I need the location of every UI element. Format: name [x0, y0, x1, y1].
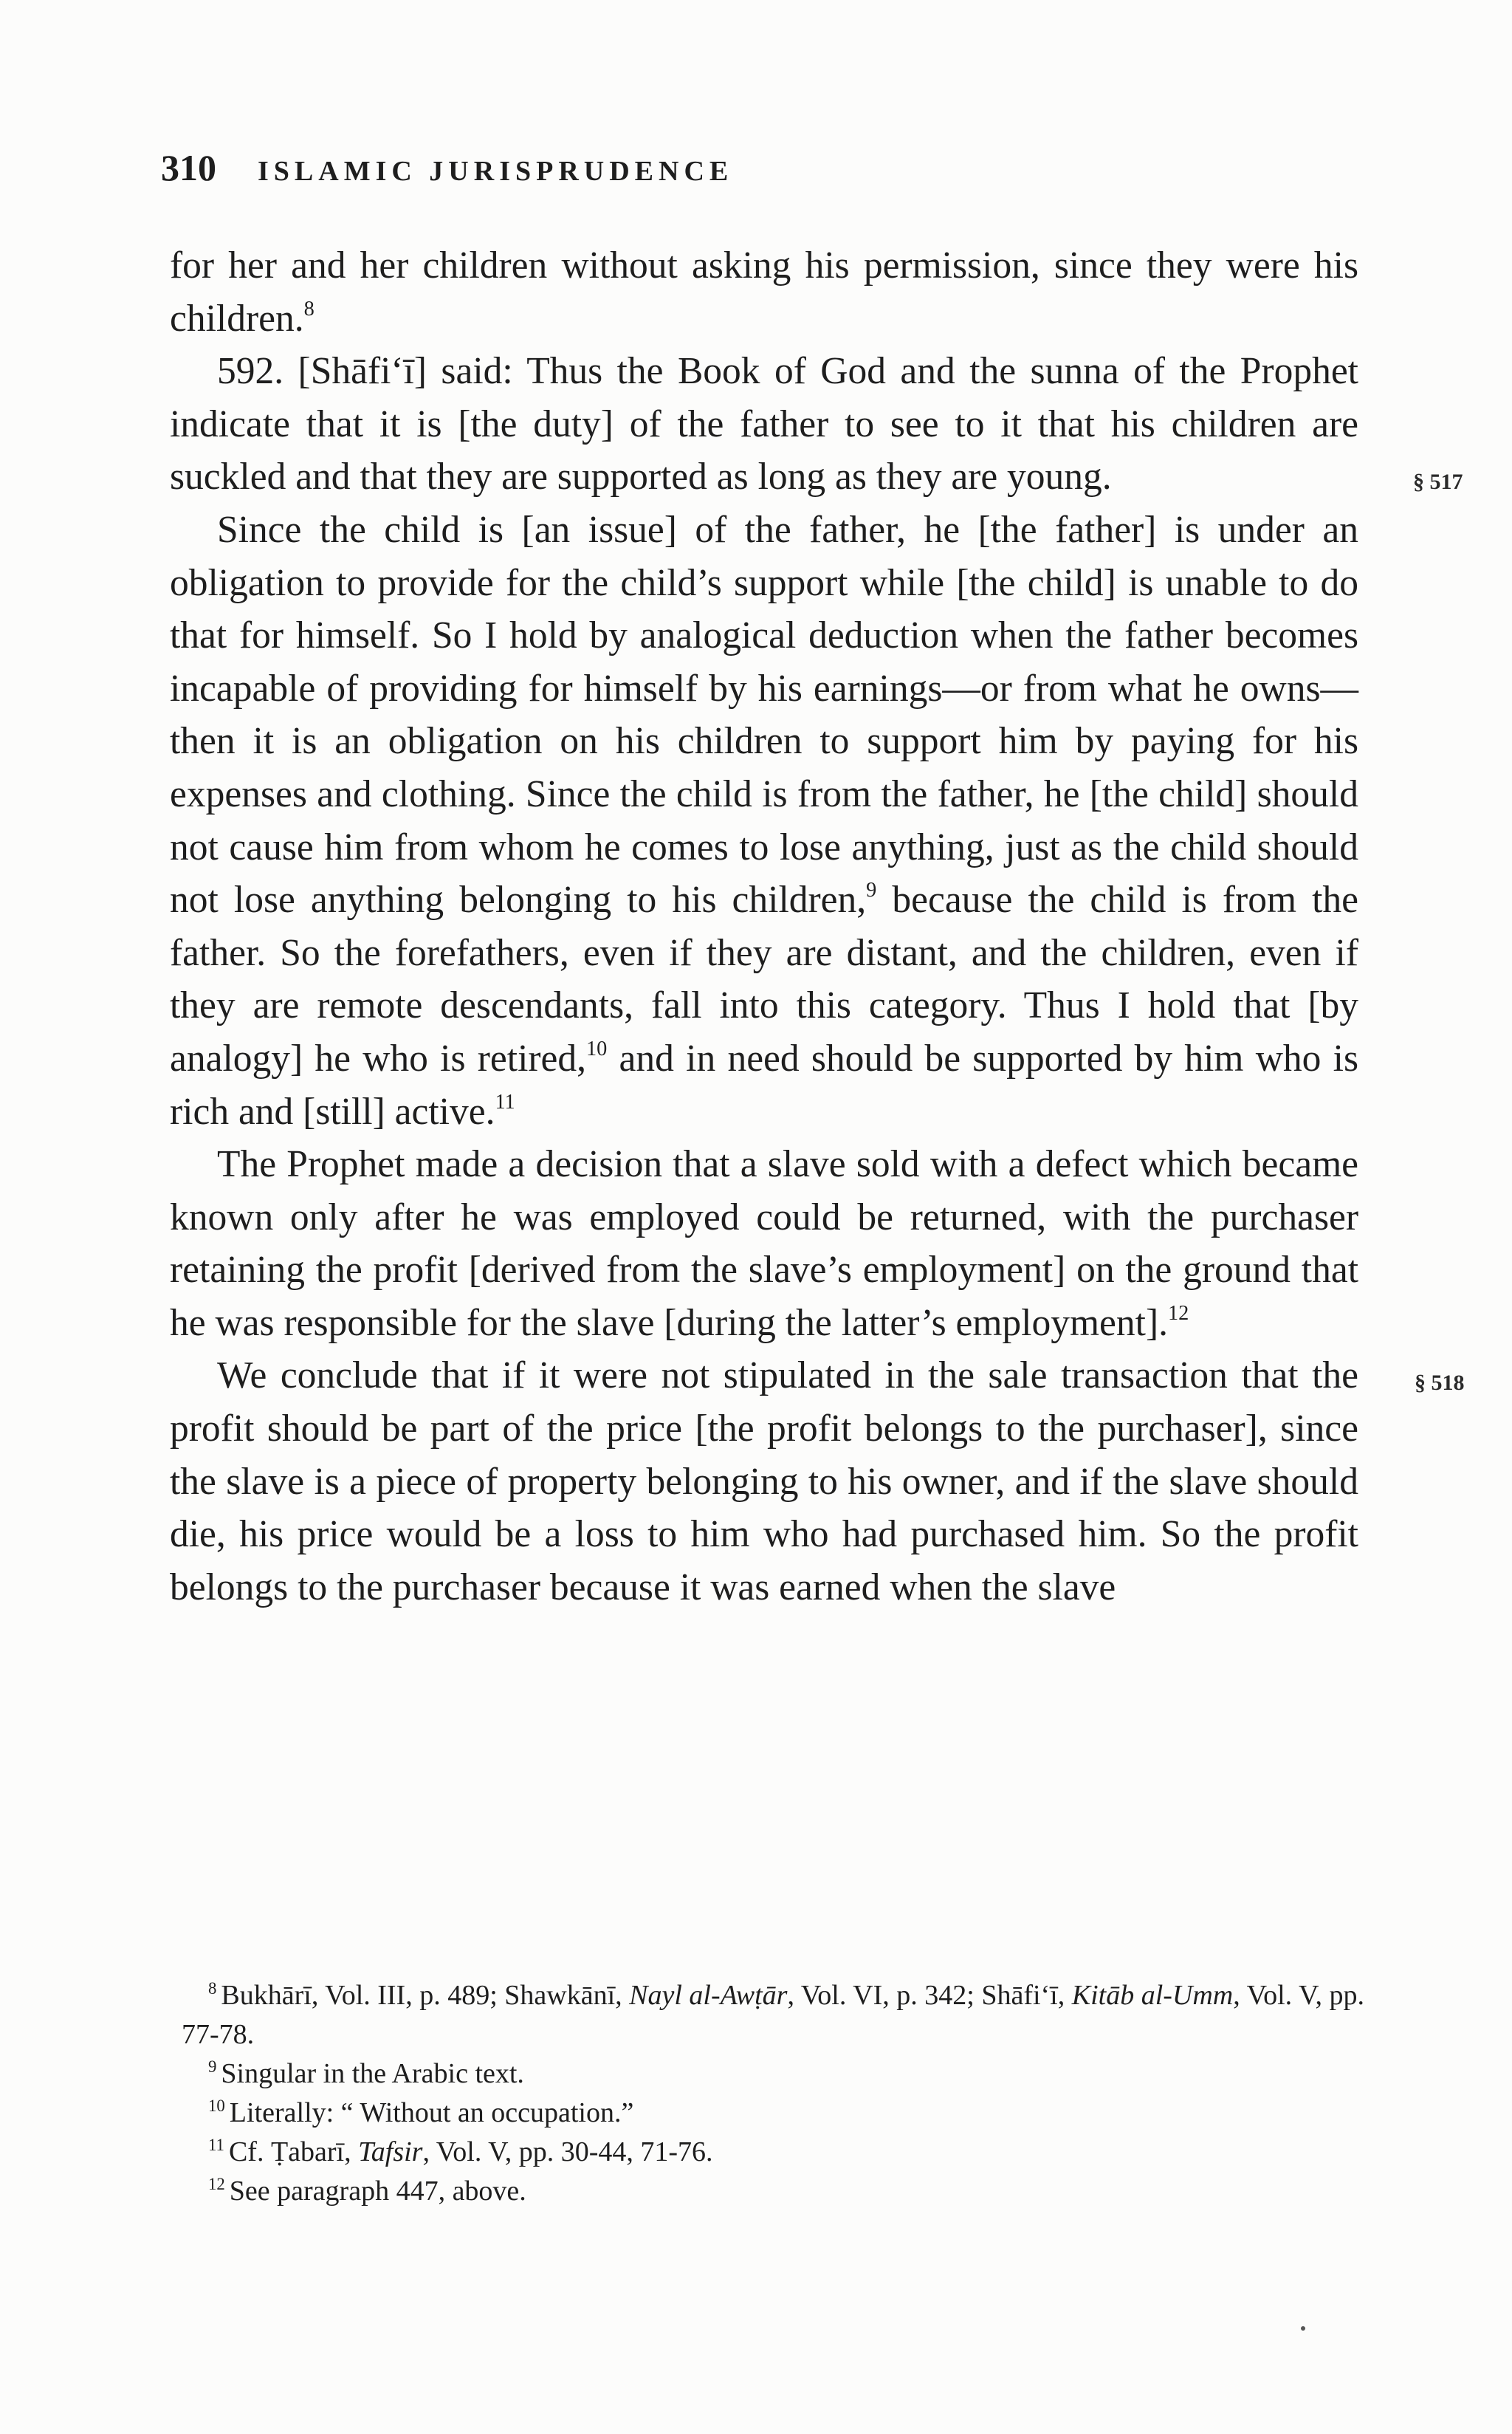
- footnote-reference: 9: [866, 878, 877, 902]
- italic-title: Nayl al-Awṭār: [629, 1980, 788, 2011]
- text-run: See paragraph 447, above.: [229, 2176, 526, 2207]
- italic-title: Kitāb al-Umm: [1071, 1980, 1234, 2011]
- text-run: for her and her children without asking his permission, since they were his children.: [170, 244, 1358, 340]
- text-run: Singular in the Arabic text.: [221, 2058, 524, 2089]
- running-title: ISLAMIC JURISPRUDENCE: [258, 156, 734, 187]
- footnote-reference: 8: [303, 297, 315, 320]
- page-header: [161, 146, 733, 189]
- margin-section-note: § 517: [1413, 470, 1463, 494]
- page-number: 310: [161, 147, 216, 188]
- paragraph: [170, 504, 1358, 1138]
- footnote-mark: 10: [208, 2097, 225, 2116]
- italic-title: Tafsir: [358, 2136, 423, 2167]
- footnote-reference: 11: [495, 1090, 515, 1114]
- footnote: [182, 2094, 1392, 2133]
- footnote: [182, 2172, 1392, 2211]
- text-run: , Vol. V, pp. 30-44, 71-76.: [422, 2136, 713, 2167]
- footnotes: [182, 1976, 1392, 2211]
- body-text: [170, 239, 1358, 1614]
- footnote-reference: 12: [1167, 1301, 1189, 1325]
- text-run: , Vol. V, pp. 77-78.: [182, 1980, 1365, 2050]
- paragraph: [170, 239, 1358, 345]
- footnote-mark: 12: [208, 2175, 225, 2194]
- text-run: , Vol. VI, p. 342; Shāfi‘ī,: [787, 1980, 1072, 2011]
- text-run: Bukhārī, Vol. III, p. 489; Shawkānī,: [221, 1980, 630, 2011]
- footnote-mark: 8: [208, 1979, 217, 1998]
- text-run: Since the child is [an issue] of the father, he [the father] is under an obligation to provide for the child’s support while [the child] is unable to do that for himself. So I hold by analogical deduction when the father becomes incapable of providing for himself by his earnings—or from what he owns—then it is an obligation on his children to support him by paying for his expenses and clothing. Since the child is from the father, he [the child] should not cause him from whom he comes to lose anything, just as the child should not lose anything belonging to his children,: [170, 508, 1358, 922]
- text-run: Literally: “ Without an occupation.”: [229, 2097, 634, 2128]
- text-run: Cf. Ṭabarī,: [228, 2136, 359, 2167]
- text-run: and in need should be supported by him who is rich and [still] active.: [170, 1037, 1358, 1133]
- text-run: We conclude that if it were not stipulated in the sale transaction that the profit should be part of the price [the profit belongs to the purchaser], since the slave is a piece of property belonging to his owner, and if the slave should die, his price would be a loss to him who had purchased him. So the profit belongs to the purchaser because it was earned when the slave: [170, 1354, 1358, 1608]
- footnote-mark: 9: [208, 2057, 217, 2077]
- text-run: because the child is from the father. So the forefathers, even if they are distant, and the children, even if they are remote descendants, fall into this category. Thus I hold that [by analogy] he who is retired,: [170, 879, 1358, 1080]
- text-run: 592. [Shāfi‘ī] said: Thus the Book of God and the sunna of the Prophet indicate that it is [the duty] of the father to see to it that his children are suckled and that they are supported as long as they are young.: [170, 350, 1358, 498]
- paragraph: [170, 1349, 1358, 1614]
- footnote: [182, 2054, 1392, 2094]
- footnote: [182, 1976, 1392, 2054]
- footnote-reference: 10: [586, 1037, 608, 1060]
- scan-speck: [1301, 2326, 1305, 2331]
- margin-section-note: § 518: [1415, 1371, 1465, 1395]
- paragraph: [170, 1138, 1358, 1349]
- footnote-mark: 11: [208, 2136, 224, 2155]
- text-run: The Prophet made a decision that a slave sold with a defect which became known only after he was employed could be returned, with the purchaser retaining the profit [derived from the slave’s employment] on the ground that he was responsible for the slave [during the latter’s employment].: [170, 1143, 1358, 1344]
- footnote: [182, 2133, 1392, 2172]
- paragraph: [170, 345, 1358, 504]
